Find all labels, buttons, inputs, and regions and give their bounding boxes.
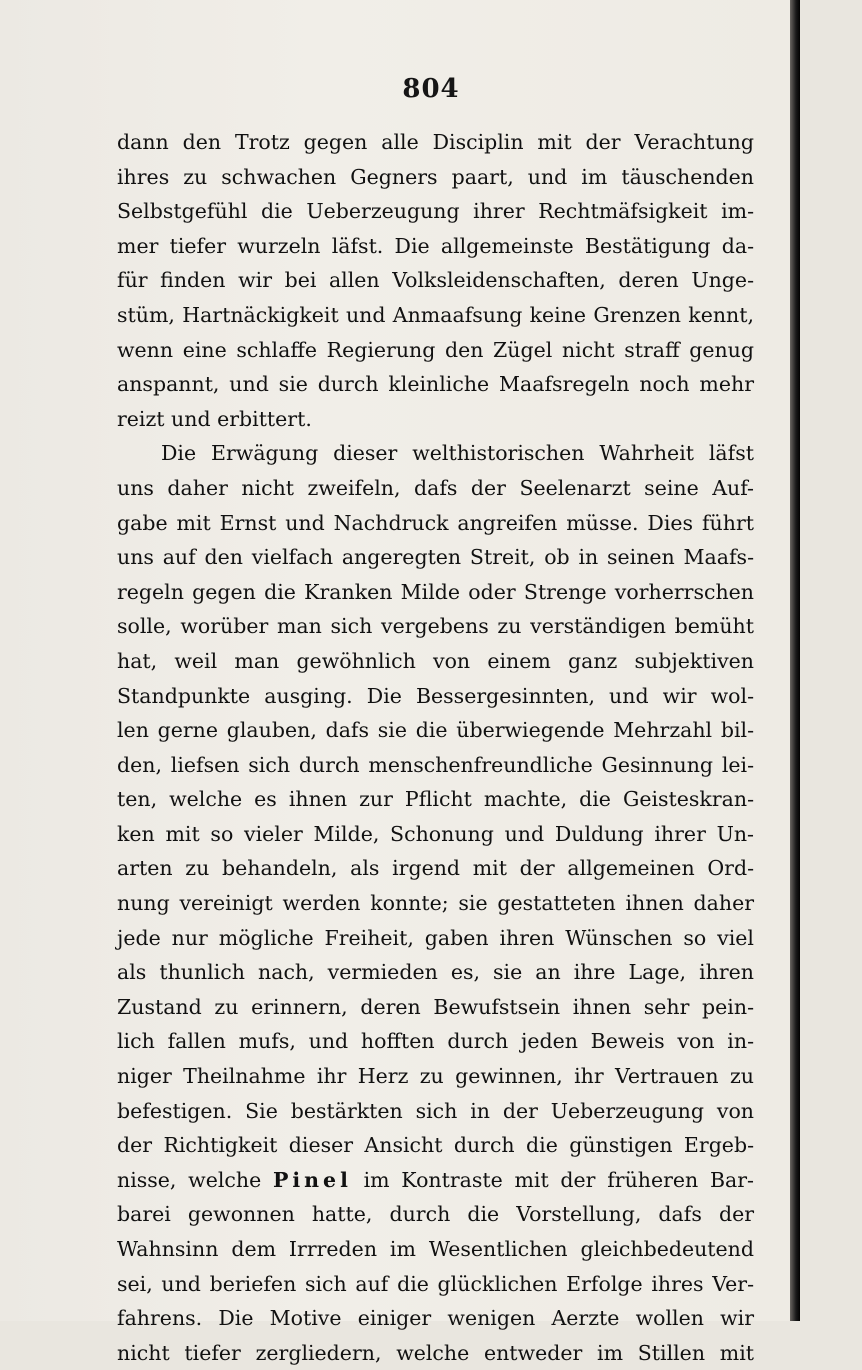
text-line: hat, weil man gewöhnlich von einem ganz subjektiven: [117, 648, 754, 673]
body-text: [117, 125, 754, 1370]
text-line-with-name: [117, 1163, 754, 1198]
text-line: nicht tiefer zergliedern, welche entweder im Stillen mit: [117, 1340, 754, 1365]
text-line: Standpunkte ausging. Die Bessergesinnten, und wir wol-: [117, 683, 754, 708]
text-line: den, liefsen sich durch menschenfreundliche Gesinnung lei-: [117, 752, 754, 777]
paragraph-end-line: reizt und erbittert.: [117, 406, 312, 431]
text-line: regeln gegen die Kranken Milde oder Strenge vorherrschen: [117, 579, 754, 604]
page-edge-shadow: [790, 0, 800, 1321]
text-line: barei gewonnen hatte, durch die Vorstellung, dafs der: [117, 1202, 754, 1227]
text-line: lich fallen mufs, und hofften durch jeden Beweis von in-: [117, 1029, 754, 1054]
text-line: jede nur mögliche Freiheit, gaben ihren Wünschen so viel: [117, 925, 754, 950]
text-line: fahrens. Die Motive einiger wenigen Aerzte wollen wir: [117, 1306, 754, 1331]
paragraph-start-line: Die Erwägung dieser welthistorischen Wahrheit läfst: [161, 441, 754, 466]
text-line: nung vereinigt werden konnte; sie gestatteten ihnen daher: [117, 891, 754, 916]
page-number: 804: [402, 74, 460, 104]
text-fragment: im Kontraste mit der früheren Bar-: [363, 1167, 754, 1192]
text-line: der Richtigkeit dieser Ansicht durch die günstigen Ergeb-: [117, 1133, 754, 1158]
text-line: für finden wir bei allen Volksleidenschaften, deren Unge-: [117, 268, 754, 293]
text-line: niger Theilnahme ihr Herz zu gewinnen, ihr Vertrauen zu: [117, 1064, 754, 1089]
text-line: als thunlich nach, vermieden es, sie an ihre Lage, ihren: [117, 960, 754, 985]
text-line: ken mit so vieler Milde, Schonung und Duldung ihrer Un-: [117, 821, 754, 846]
text-line: Zustand zu erinnern, deren Bewufstsein ihnen sehr pein-: [117, 994, 754, 1019]
text-line: wenn eine schlaffe Regierung den Zügel nicht straff genug: [117, 337, 754, 362]
text-line: solle, worüber man sich vergebens zu verständigen bemüht: [117, 614, 754, 639]
text-line: ten, welche es ihnen zur Pflicht machte, die Geisteskran-: [117, 787, 754, 812]
text-fragment: nisse, welche: [117, 1167, 262, 1192]
text-line: Selbstgefühl die Ueberzeugung ihrer Rechtmäfsigkeit im-: [117, 199, 754, 224]
text-line: mer tiefer wurzeln läfst. Die allgemeinste Bestätigung da-: [117, 233, 754, 258]
text-line: Wahnsinn dem Irrreden im Wesentlichen gleichbedeutend: [117, 1237, 754, 1261]
person-name-pinel: Pinel: [272, 1167, 352, 1192]
text-line: befestigen. Sie bestärkten sich in der Ueberzeugung von: [117, 1098, 754, 1123]
text-line: arten zu behandeln, als irgend mit der allgemeinen Ord-: [117, 856, 754, 881]
text-line: anspannt, und sie durch kleinliche Maafsregeln noch mehr: [117, 372, 754, 397]
text-line: gabe mit Ernst und Nachdruck angreifen müsse. Dies führt: [117, 510, 754, 535]
text-line: uns auf den vielfach angeregten Streit, ob in seinen Maafs-: [117, 545, 754, 570]
text-line: len gerne glauben, dafs sie die überwiegende Mehrzahl bil-: [117, 718, 754, 743]
text-line: dann den Trotz gegen alle Disciplin mit der Verachtung: [117, 130, 754, 154]
text-line: uns daher nicht zweifeln, dafs der Seelenarzt seine Auf-: [117, 475, 754, 500]
text-line: stüm, Hartnäckigkeit und Anmaafsung keine Grenzen kennt,: [117, 302, 754, 327]
text-line: sei, und beriefen sich auf die glücklichen Erfolge ihres Ver-: [117, 1271, 754, 1296]
text-line: ihres zu schwachen Gegners paart, und im täuschenden: [117, 164, 754, 189]
